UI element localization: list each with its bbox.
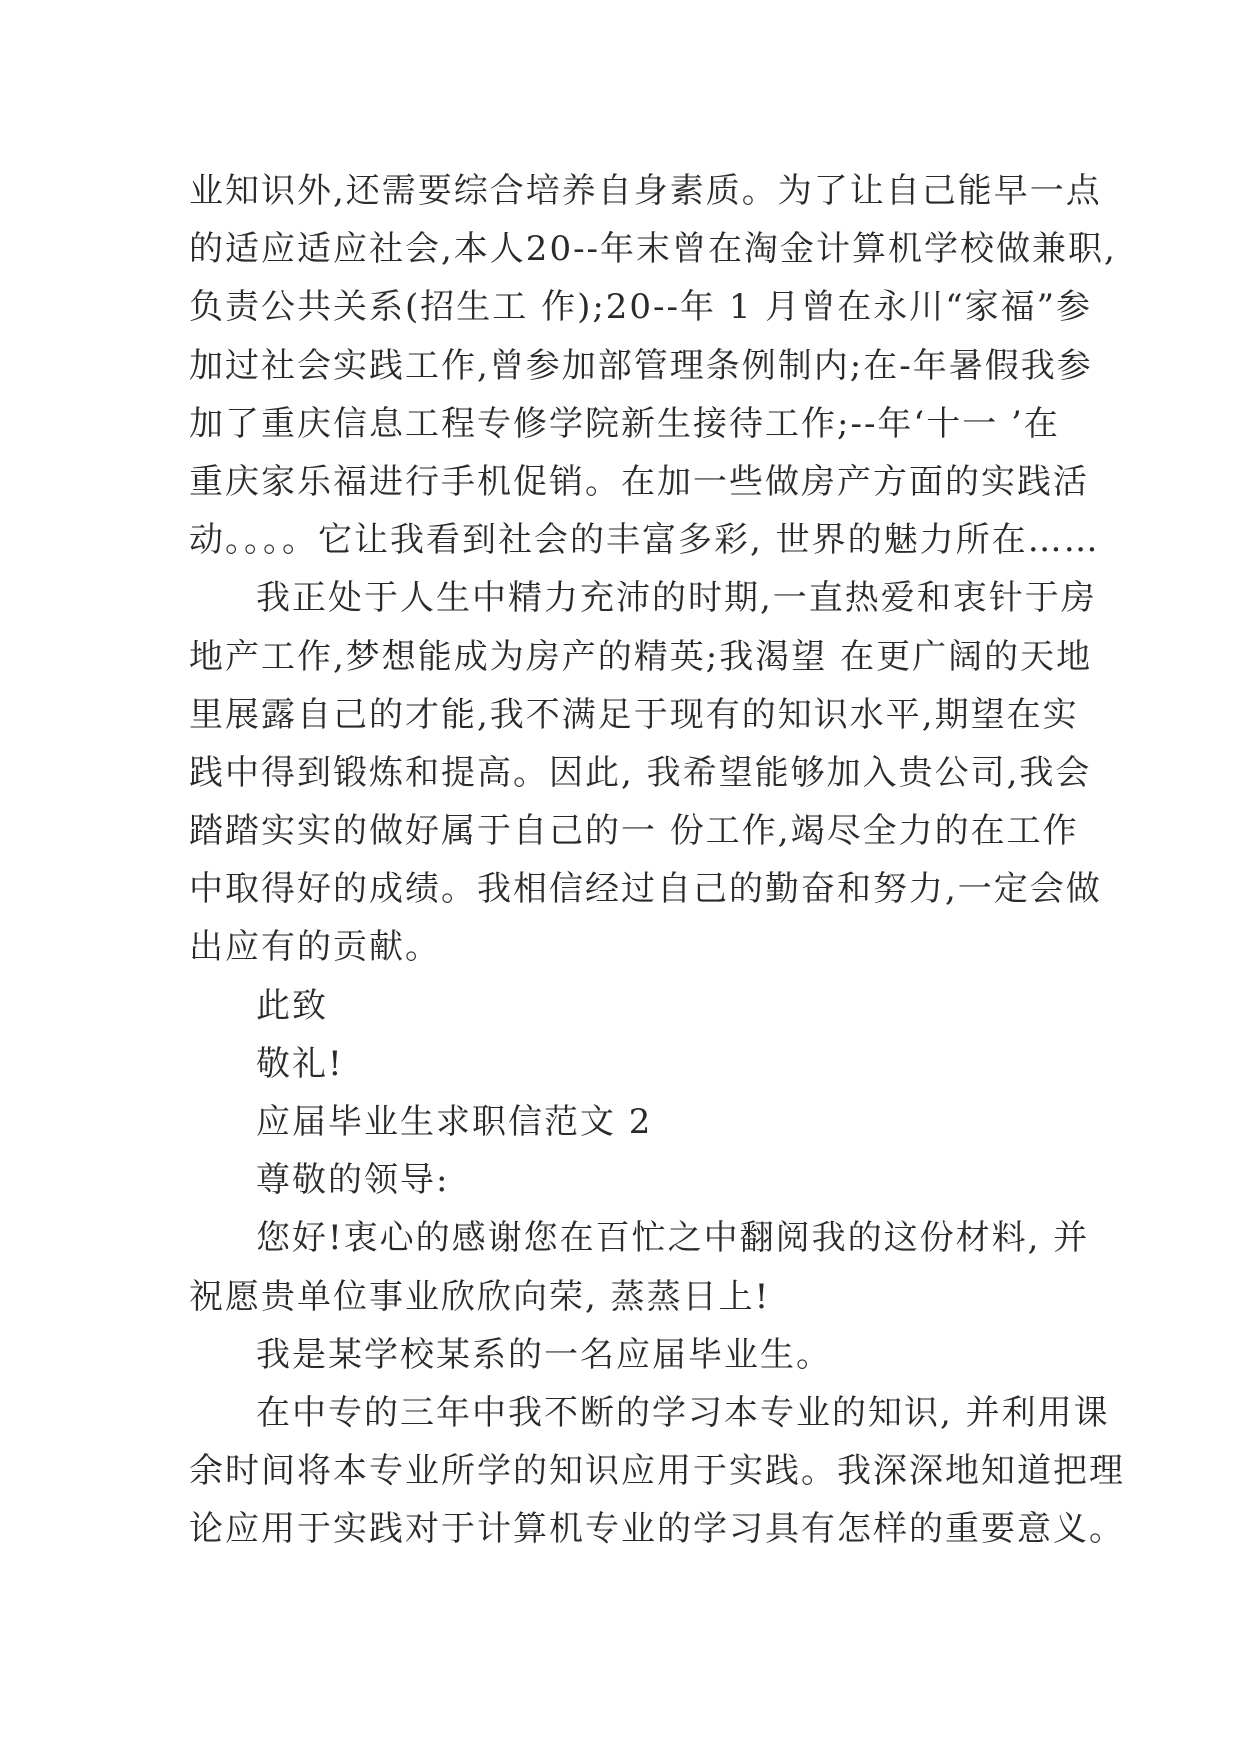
closing-regards: 敬礼! (256, 1043, 344, 1084)
text-line: 论应用于实践对于计算机专业的学习具有怎样的重要意义。 (189, 1509, 1125, 1550)
text-line: 的适应适应社会,本人20--年末曾在淘金计算机学校做兼职, (189, 229, 1117, 270)
closing-salutation: 此致 (256, 985, 328, 1026)
paragraph-first-line: 我正处于人生中精力充沛的时期,一直热爱和衷针于房 (256, 578, 1097, 619)
text-line: 加了重庆信息工程专修学院新生接待工作;--年‘十一 ’在 (189, 403, 1060, 444)
text-line: 祝愿贵单位事业欣欣向荣, 蒸蒸日上! (189, 1276, 771, 1317)
text-line: 中取得好的成绩。我相信经过自己的勤奋和努力,一定会做 (189, 869, 1102, 910)
document-body (189, 162, 1125, 1559)
text-line: 里展露自己的才能,我不满足于现有的知识水平,期望在实 (189, 694, 1079, 735)
greeting: 尊敬的领导: (256, 1160, 450, 1201)
text-line: 地产工作,梦想能成为房产的精英;我渴望 在更广阔的天地 (189, 636, 1093, 677)
text-line: 负责公共关系(招生工 作);20--年 1 月曾在永川“家福”参 (189, 287, 1093, 328)
text-line: 动。。。。它让我看到社会的丰富多彩, 世界的魅力所在…… (189, 520, 1100, 561)
text-line: 重庆家乐福进行手机促销。在加一些做房产方面的实践活 (189, 461, 1089, 502)
text-line: 业知识外,还需要综合培养自身素质。为了让自己能早一点 (189, 171, 1102, 211)
text-line: 践中得到锻炼和提高。因此, 我希望能够加入贵公司,我会 (189, 752, 1092, 793)
paragraph-first-line: 我是某学校某系的一名应届毕业生。 (256, 1334, 832, 1375)
text-line: 余时间将本专业所学的知识应用于实践。我深深地知道把理 (189, 1451, 1125, 1492)
text-line: 加过社会实践工作,曾参加部管理条例制内;在-年暑假我参 (189, 345, 1093, 386)
text-line: 出应有的贡献。 (189, 927, 441, 968)
section-title: 应届毕业生求职信范文 2 (256, 1102, 653, 1142)
text-line: 踏踏实实的做好属于自己的一 份工作,竭尽全力的在工作 (189, 811, 1079, 852)
paragraph-first-line: 您好!衷心的感谢您在百忙之中翻阅我的这份材料, 并 (256, 1218, 1090, 1259)
paragraph-first-line: 在中专的三年中我不断的学习本专业的知识, 并利用课 (256, 1392, 1110, 1433)
